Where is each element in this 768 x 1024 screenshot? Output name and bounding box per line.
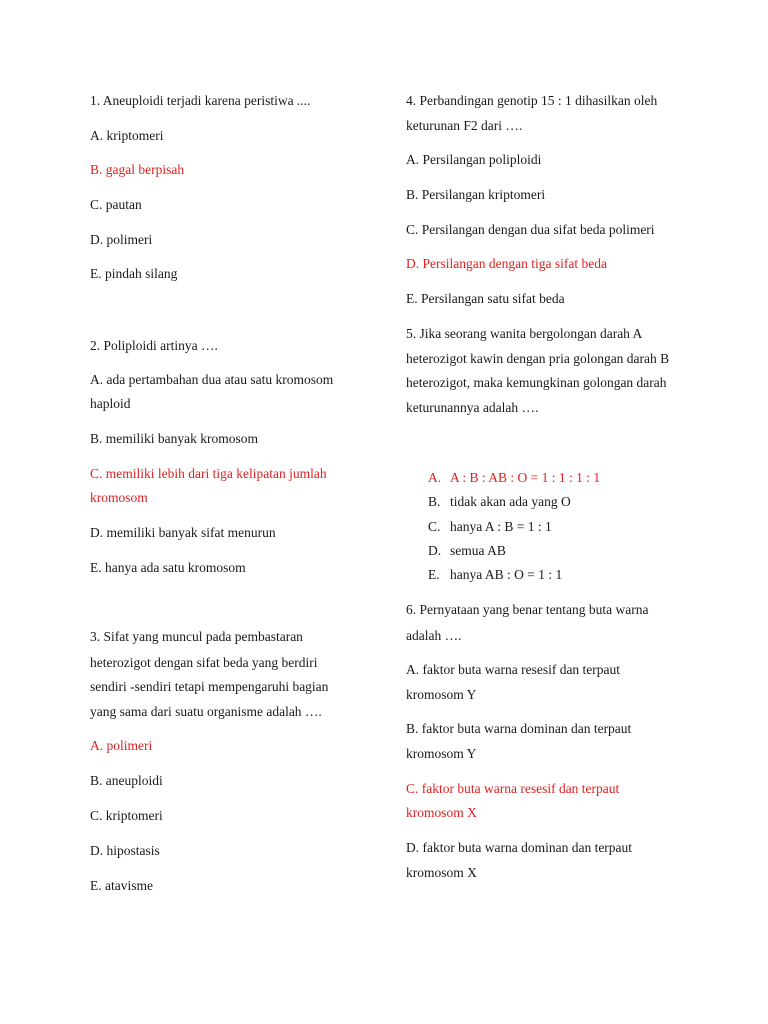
q1-option-e: E. pindah silang bbox=[90, 266, 178, 281]
q4-option-c: C. Persilangan dengan dua sifat beda polimeri bbox=[406, 222, 655, 237]
q4-option-e: E. Persilangan satu sifat beda bbox=[406, 291, 565, 306]
q6-option-b-cont: kromosom Y bbox=[406, 746, 477, 761]
q6-option-a: A. faktor buta warna resesif dan terpaut bbox=[406, 662, 621, 677]
q2-option-a-cont: haploid bbox=[90, 396, 131, 411]
q4-stem-line: keturunan F2 dari …. bbox=[406, 118, 523, 133]
q6-option-c-answer: C. faktor buta warna resesif dan terpaut bbox=[406, 781, 620, 796]
q6-stem-line: adalah …. bbox=[406, 628, 462, 643]
option-letter: D. bbox=[428, 543, 442, 558]
q4-option-b: B. Persilangan kriptomeri bbox=[406, 187, 546, 202]
q5-stem-line: heterozigot kawin dengan pria golongan darah B bbox=[406, 351, 670, 366]
q3-option-b: B. aneuploidi bbox=[90, 773, 163, 788]
q3-stem-line: sendiri -sendiri tetapi mempengaruhi bagian bbox=[90, 679, 329, 694]
option-text: tidak akan ada yang O bbox=[450, 494, 571, 509]
q3-option-d: D. hipostasis bbox=[90, 843, 160, 858]
q1-option-b-answer: B. gagal berpisah bbox=[90, 162, 185, 177]
q3-stem-line: heterozigot dengan sifat beda yang berdiri bbox=[90, 655, 318, 670]
q6-stem-line: 6. Pernyataan yang benar tentang buta warna bbox=[406, 602, 649, 617]
q1-stem: 1. Aneuploidi terjadi karena peristiwa .... bbox=[90, 93, 311, 108]
q5-stem-line: keturunannya adalah …. bbox=[406, 400, 539, 415]
option-letter: A. bbox=[428, 470, 442, 485]
option-text: hanya A : B = 1 : 1 bbox=[450, 519, 552, 534]
q6-option-d: D. faktor buta warna dominan dan terpaut bbox=[406, 840, 633, 855]
q3-option-a-answer: A. polimeri bbox=[90, 738, 153, 753]
q2-stem: 2. Poliploidi artinya …. bbox=[90, 338, 218, 353]
option-text: semua AB bbox=[450, 543, 506, 558]
option-letter: C. bbox=[428, 519, 441, 534]
q4-option-a: A. Persilangan poliploidi bbox=[406, 152, 542, 167]
q6-option-d-cont: kromosom X bbox=[406, 865, 477, 880]
q5-stem-line: heterozigot, maka kemungkinan golongan darah bbox=[406, 375, 667, 390]
q2-option-c-cont: kromosom bbox=[90, 490, 148, 505]
q2-option-e: E. hanya ada satu kromosom bbox=[90, 560, 246, 575]
option-text: hanya AB : O = 1 : 1 bbox=[450, 567, 563, 582]
q6-option-c-cont: kromosom X bbox=[406, 805, 477, 820]
q4-stem-line: 4. Perbandingan genotip 15 : 1 dihasilkan oleh bbox=[406, 93, 658, 108]
q3-option-e: E. atavisme bbox=[90, 878, 153, 893]
option-letter: E. bbox=[428, 567, 440, 582]
q5-option-d bbox=[428, 542, 506, 560]
q5-option-b bbox=[428, 493, 571, 511]
q4-option-d-answer: D. Persilangan dengan tiga sifat beda bbox=[406, 256, 607, 271]
q3-option-c: C. kriptomeri bbox=[90, 808, 163, 823]
q1-option-a: A. kriptomeri bbox=[90, 128, 164, 143]
q5-option-e bbox=[428, 566, 562, 584]
option-letter: B. bbox=[428, 494, 441, 509]
q2-option-a: A. ada pertambahan dua atau satu kromosom bbox=[90, 372, 334, 387]
q5-stem-line: 5. Jika seorang wanita bergolongan darah A bbox=[406, 326, 643, 341]
option-text: A : B : AB : O = 1 : 1 : 1 : 1 bbox=[450, 470, 601, 485]
q1-option-d: D. polimeri bbox=[90, 232, 153, 247]
q6-option-a-cont: kromosom Y bbox=[406, 687, 477, 702]
q6-option-b: B. faktor buta warna dominan dan terpaut bbox=[406, 721, 632, 736]
q5-option-c bbox=[428, 518, 552, 536]
q1-option-c: C. pautan bbox=[90, 197, 142, 212]
q3-stem-line: yang sama dari suatu organisme adalah …. bbox=[90, 704, 322, 719]
q3-stem-line: 3. Sifat yang muncul pada pembastaran bbox=[90, 629, 303, 644]
q2-option-c-answer: C. memiliki lebih dari tiga kelipatan jumlah bbox=[90, 466, 327, 481]
q2-option-d: D. memiliki banyak sifat menurun bbox=[90, 525, 276, 540]
q2-option-b: B. memiliki banyak kromosom bbox=[90, 431, 258, 446]
q5-option-a-answer bbox=[428, 469, 600, 487]
